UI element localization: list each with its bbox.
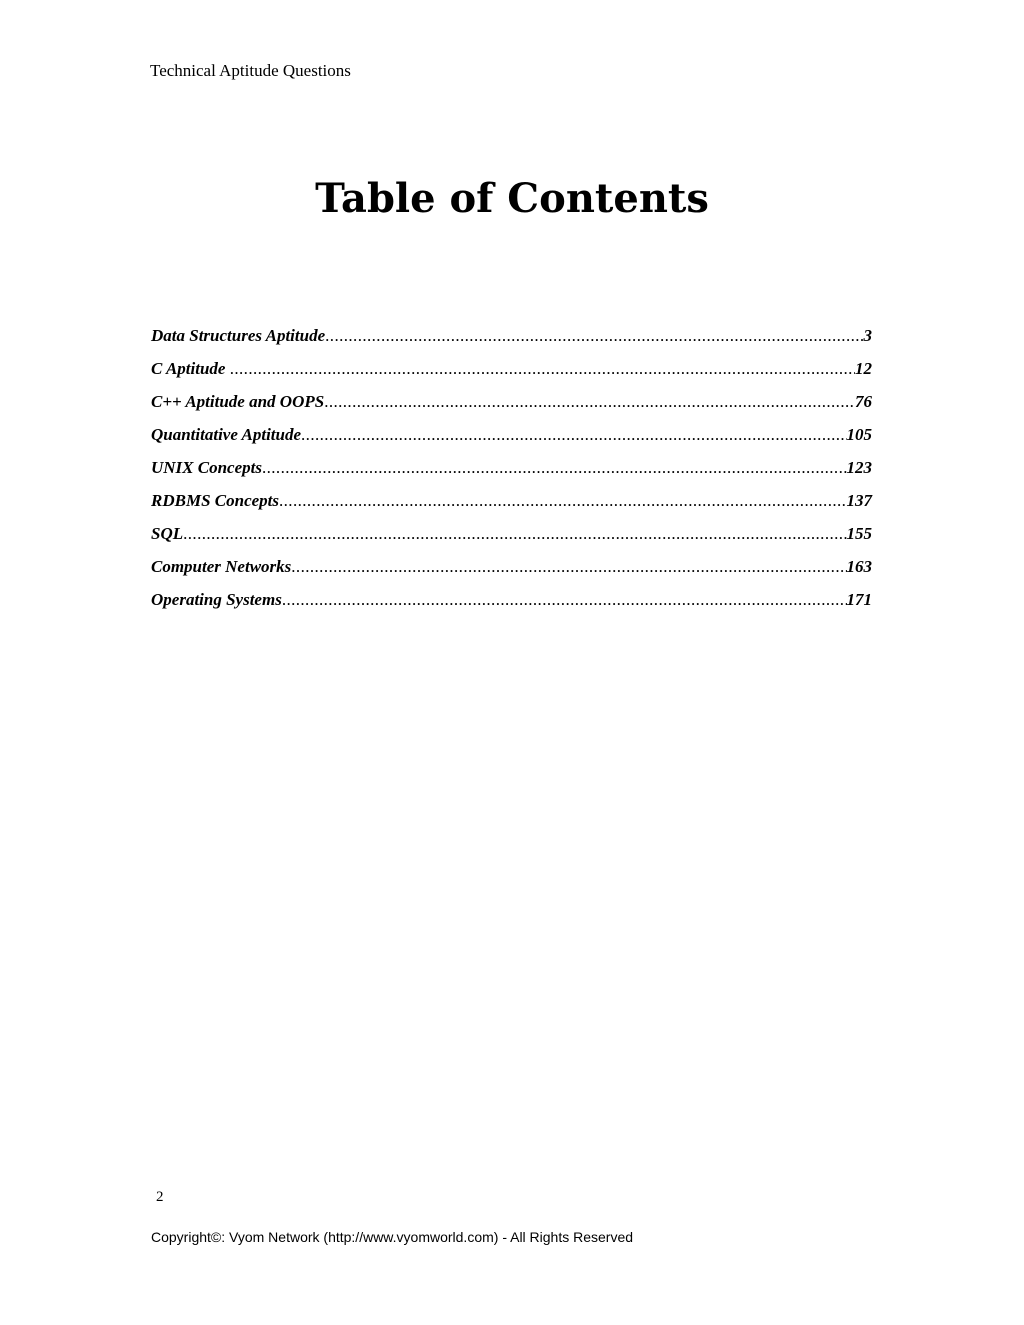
toc-entry-unix-concepts[interactable]	[151, 458, 872, 491]
toc-entry-sql[interactable]	[151, 524, 872, 557]
dot-leader	[279, 491, 847, 511]
toc-entry-page: 163	[846, 557, 872, 576]
dot-leader	[291, 557, 846, 577]
toc-entry-page: 155	[846, 524, 872, 543]
toc-entry-cpp-aptitude-and-oops[interactable]	[151, 392, 872, 425]
toc-entry-title: Quantitative Aptitude	[151, 425, 302, 444]
toc-entry-page: 76	[855, 392, 872, 411]
toc-entry-title: C Aptitude	[151, 359, 230, 378]
toc-entry-page: 12	[855, 359, 872, 378]
toc-entry-title: Operating Systems	[151, 590, 282, 609]
toc-entry-computer-networks[interactable]	[151, 557, 872, 590]
page-title: Table of Contents	[315, 174, 709, 222]
toc-entry-page: 137	[846, 491, 872, 510]
toc-entry-title: Computer Networks	[151, 557, 292, 576]
toc-entry-page: 3	[863, 326, 872, 345]
copyright-footer: Copyright©: Vyom Network (http://www.vyomworld.com) - All Rights Reserved	[151, 1229, 634, 1245]
toc-entry-page: 105	[846, 425, 872, 444]
toc-entry-page: 123	[846, 458, 872, 477]
dot-leader	[262, 458, 847, 478]
running-header: Technical Aptitude Questions	[150, 61, 351, 80]
dot-leader	[282, 590, 847, 610]
page-number: 2	[156, 1189, 164, 1205]
toc-entry-title: RDBMS Concepts	[151, 491, 279, 510]
toc-entry-data-structures-aptitude[interactable]	[151, 326, 872, 359]
toc-entry-quantitative-aptitude[interactable]	[151, 425, 872, 458]
dot-leader	[183, 524, 846, 544]
dot-leader	[325, 326, 863, 346]
toc-entry-operating-systems[interactable]	[151, 590, 872, 623]
table-of-contents	[151, 326, 872, 623]
toc-entry-page: 171	[846, 590, 872, 609]
toc-entry-title: UNIX Concepts	[151, 458, 262, 477]
toc-entry-c-aptitude[interactable]	[151, 359, 872, 392]
toc-entry-title: SQL	[151, 524, 184, 543]
toc-entry-title: C++ Aptitude and OOPS	[151, 392, 325, 411]
dot-leader	[301, 425, 846, 445]
dot-leader	[324, 392, 855, 412]
dot-leader	[230, 359, 855, 379]
toc-entry-title: Data Structures Aptitude	[151, 326, 326, 345]
toc-entry-rdbms-concepts[interactable]	[151, 491, 872, 524]
